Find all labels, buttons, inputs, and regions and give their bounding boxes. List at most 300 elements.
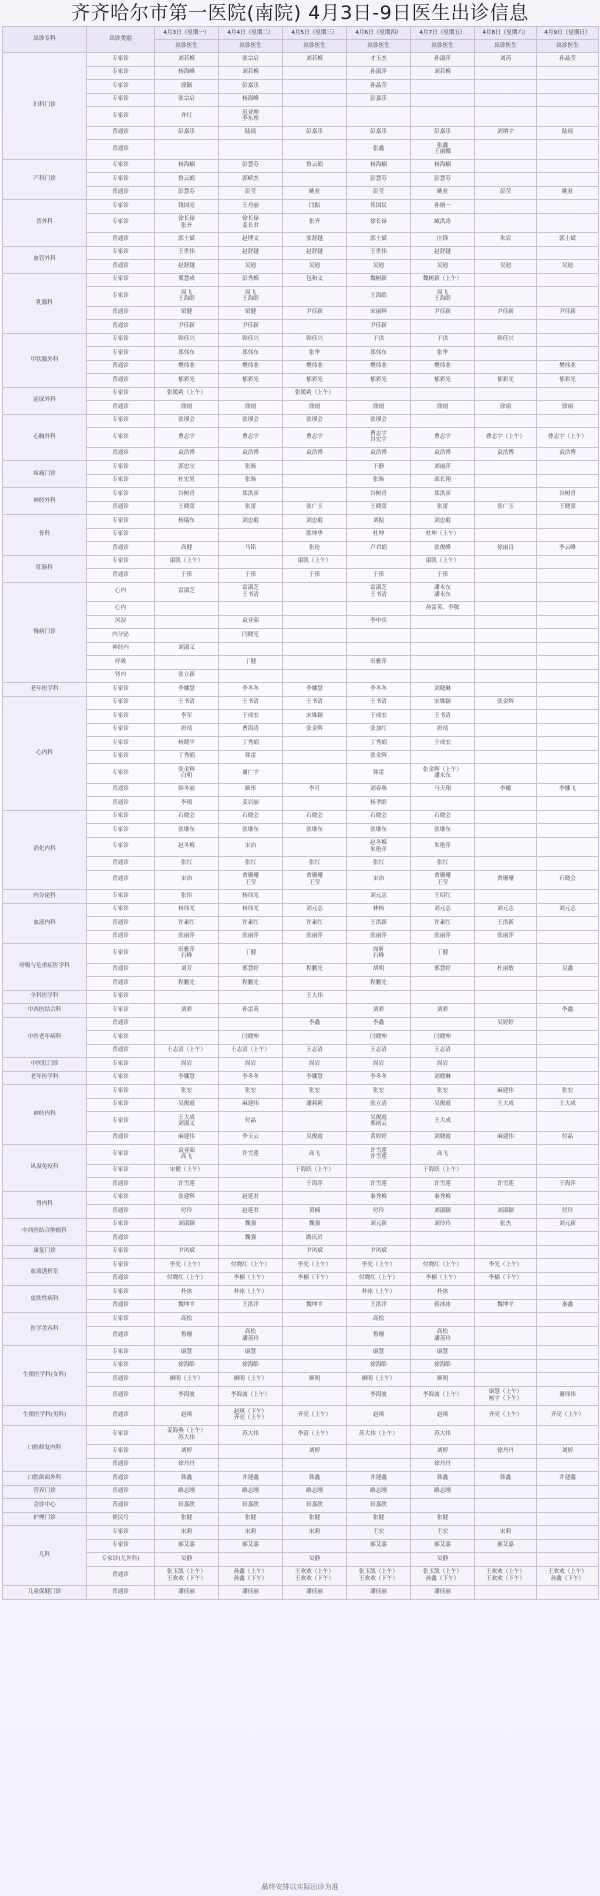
doctor-cell: 朴冰（上午） xyxy=(219,1286,283,1300)
doctor-cell xyxy=(475,857,537,871)
visit-type-cell: 普通诊 xyxy=(87,1586,155,1600)
schedule-row xyxy=(3,1425,599,1445)
doctor-cell: 魏坤平 xyxy=(475,1299,537,1313)
doctor-cell: 徐海皓 xyxy=(219,1359,283,1373)
doctor-cell xyxy=(537,723,599,737)
doctor-cell: 郭士斌 xyxy=(347,233,411,247)
doctor-cell xyxy=(475,320,537,334)
doctor-cell: 张宗启 xyxy=(219,53,283,67)
doctor-cell: 康凯（上午） xyxy=(283,555,347,569)
schedule-row xyxy=(3,200,599,214)
visit-type-cell: 专家诊 xyxy=(87,246,155,260)
doctor-cell: 张宏 xyxy=(155,1085,219,1099)
visit-type-cell: 专家诊 xyxy=(87,723,155,737)
doctor-cell xyxy=(283,750,347,764)
schedule-row xyxy=(3,615,599,629)
doctor-cell xyxy=(475,1359,537,1373)
doctor-cell: 王大成 xyxy=(411,1112,475,1132)
doctor-cell: 周岩 xyxy=(411,1058,475,1072)
doctor-cell: 王洪新 xyxy=(347,917,411,931)
doctor-cell xyxy=(283,474,347,488)
schedule-row xyxy=(3,582,599,602)
doctor-cell xyxy=(283,287,347,307)
doctor-cell: 朴冰 xyxy=(155,1286,219,1300)
doctor-cell: 康慧 xyxy=(347,1346,411,1360)
doctor-cell xyxy=(475,977,537,991)
doctor-cell: 郑伟东 xyxy=(155,347,219,361)
visit-type-cell: 专家诊 xyxy=(87,1098,155,1112)
schedule-row xyxy=(3,1458,599,1472)
doctor-cell: 石晓会 xyxy=(155,810,219,824)
doctor-cell: 吴迪 xyxy=(475,260,537,274)
schedule-row xyxy=(3,1071,599,1085)
doctor-cell: 吴鑫 xyxy=(537,963,599,977)
doctor-cell: 朱岩 xyxy=(475,233,537,247)
doctor-cell: 张伟 xyxy=(155,890,219,904)
schedule-row xyxy=(3,126,599,140)
doctor-cell xyxy=(283,642,347,656)
schedule-row xyxy=(3,233,599,247)
visit-type-cell: 普通诊 xyxy=(87,260,155,274)
doctor-cell: 孙晶莹 xyxy=(347,80,411,94)
doctor-cell: 朴冰（上午） xyxy=(347,1286,411,1300)
schedule-row xyxy=(3,374,599,388)
schedule-row xyxy=(3,1044,599,1058)
doctor-cell: 王晓蕾 xyxy=(155,501,219,515)
doctor-cell: 张旸 xyxy=(347,474,411,488)
doctor-cell: 康慧 xyxy=(155,1346,219,1360)
visit-type-cell: 普通诊 xyxy=(87,930,155,944)
doctor-cell: 许雪莲 xyxy=(475,1178,537,1192)
doctor-cell xyxy=(537,1286,599,1300)
doctor-cell: 潘佳丽 xyxy=(411,1586,475,1600)
doctor-cell xyxy=(537,683,599,697)
doctor-cell: 郁彩光 xyxy=(347,374,411,388)
doctor-cell: 路志刚 xyxy=(283,1485,347,1499)
doctor-cell: 吴迪 xyxy=(347,260,411,274)
doctor-cell: 周飞 王海皓 xyxy=(219,287,283,307)
doctor-cell xyxy=(537,1346,599,1360)
visit-type-cell: 专家诊 xyxy=(87,944,155,964)
doctor-cell: 彭嘉乐 xyxy=(347,126,411,140)
doctor-cell: 王世伟 xyxy=(347,246,411,260)
doctor-cell: 李光（上午） xyxy=(283,1259,347,1273)
doctor-cell: 樊伟业 xyxy=(537,360,599,374)
doctor-cell xyxy=(475,602,537,616)
doctor-cell: 杨伟光 xyxy=(219,890,283,904)
schedule-row xyxy=(3,797,599,811)
schedule-row xyxy=(3,1499,599,1513)
doctor-cell: 邢慧婷 xyxy=(219,963,283,977)
doctor-cell: 张红 xyxy=(219,857,283,871)
doctor-cell: 李光（上午） xyxy=(155,1259,219,1273)
schedule-row xyxy=(3,1272,599,1286)
header-doctor-label: 出诊医生 xyxy=(155,40,219,53)
doctor-cell: 杨孝皓 xyxy=(347,797,411,811)
doctor-cell xyxy=(283,977,347,991)
doctor-cell: 孙晶莹 xyxy=(537,53,599,67)
doctor-cell: 王欢欢（上午） 王欢欢（下午） xyxy=(475,1566,537,1586)
visit-type-cell: 普通诊 xyxy=(87,857,155,871)
doctor-cell xyxy=(475,1004,537,1018)
visit-type-cell: 专家诊 xyxy=(87,764,155,784)
doctor-cell: 张广玉 xyxy=(475,501,537,515)
department-cell: 神经内科 xyxy=(3,1085,87,1145)
doctor-cell: 顾明（上午） xyxy=(347,1373,411,1387)
doctor-cell: 马天翔 xyxy=(411,783,475,797)
doctor-cell: 鲁云娟 xyxy=(283,159,347,173)
doctor-cell: 徐颖 xyxy=(155,80,219,94)
doctor-cell: 张金辉 xyxy=(347,750,411,764)
schedule-row xyxy=(3,474,599,488)
doctor-cell: 吴迪 xyxy=(219,260,283,274)
doctor-cell: 郁彩光 xyxy=(411,374,475,388)
doctor-cell xyxy=(537,1526,599,1540)
header-doctor-label: 出诊医生 xyxy=(283,40,347,53)
doctor-cell: 徐雨 xyxy=(537,401,599,415)
doctor-cell xyxy=(475,1071,537,1085)
doctor-cell: 吴迪 xyxy=(283,260,347,274)
doctor-cell: 张旸 xyxy=(219,474,283,488)
department-cell: 生殖医学科(男科) xyxy=(3,1406,87,1426)
doctor-cell xyxy=(537,1044,599,1058)
visit-type-cell: 普通诊 xyxy=(87,126,155,140)
doctor-cell: 郑洪彦 xyxy=(411,488,475,502)
doctor-cell: 赵延君 xyxy=(219,1191,283,1205)
doctor-cell: 丁健 xyxy=(219,944,283,964)
schedule-row xyxy=(3,140,599,160)
doctor-cell: 许雪莲 xyxy=(347,1178,411,1192)
doctor-cell xyxy=(537,159,599,173)
doctor-cell: 谷树青 xyxy=(347,488,411,502)
schedule-row xyxy=(3,977,599,991)
doctor-cell xyxy=(155,990,219,1004)
doctor-cell: 高松 潘英玲 xyxy=(219,1326,283,1346)
doctor-cell: 刘元志 xyxy=(411,903,475,917)
doctor-cell: 宋姝颖 xyxy=(283,710,347,724)
doctor-cell: 刘振 xyxy=(347,515,411,529)
doctor-cell: 李娜慧 xyxy=(155,683,219,697)
doctor-cell xyxy=(475,1499,537,1513)
doctor-cell xyxy=(475,824,537,838)
doctor-cell: 张继东 xyxy=(155,824,219,838)
schedule-row xyxy=(3,1386,599,1406)
doctor-cell xyxy=(475,555,537,569)
doctor-cell xyxy=(475,414,537,428)
doctor-cell: 刘春燕 xyxy=(347,783,411,797)
doctor-cell xyxy=(475,656,537,670)
doctor-cell: 徐丹丹 xyxy=(411,1458,475,1472)
doctor-cell: 顾彤 xyxy=(219,783,283,797)
doctor-cell: 臧洪涛 xyxy=(411,213,475,233)
doctor-cell: 宋莉 xyxy=(283,1526,347,1540)
doctor-cell: 丁秀娟 xyxy=(219,737,283,751)
doctor-cell xyxy=(537,710,599,724)
doctor-cell: 张继东 xyxy=(411,824,475,838)
doctor-cell: 刘炳宇 xyxy=(475,126,537,140)
schedule-row xyxy=(3,696,599,710)
visit-type-cell: 普通诊 xyxy=(87,1299,155,1313)
visit-type-cell: 专家诊 xyxy=(87,903,155,917)
doctor-cell: 徐雨 xyxy=(283,401,347,415)
doctor-cell xyxy=(475,737,537,751)
doctor-cell: 吴迪 xyxy=(411,260,475,274)
schedule-row xyxy=(3,1346,599,1360)
department-cell: 肾内科 xyxy=(3,1191,87,1218)
doctor-cell: 宋丽辉 xyxy=(347,306,411,320)
visit-type-cell: 普通诊 xyxy=(87,1232,155,1246)
doctor-cell: 杜丽敏 xyxy=(475,963,537,977)
visit-type-cell: 专家诊 xyxy=(87,890,155,904)
doctor-cell: 张金辉（上午） 潘永东 xyxy=(411,764,475,784)
doctor-cell: 徐雨 xyxy=(155,401,219,415)
doctor-cell xyxy=(347,1232,411,1246)
doctor-cell xyxy=(411,669,475,683)
doctor-cell: 王丹丽 xyxy=(219,200,283,214)
doctor-cell: 卢君娟 xyxy=(347,542,411,556)
doctor-cell: 王晓蕾 xyxy=(347,501,411,515)
doctor-cell xyxy=(283,1539,347,1553)
doctor-cell: 宋莉 xyxy=(475,1526,537,1540)
doctor-cell: 郁彩光 xyxy=(475,374,537,388)
schedule-row xyxy=(3,1191,599,1205)
doctor-cell xyxy=(537,80,599,94)
schedule-row xyxy=(3,260,599,274)
doctor-cell: 潘佳丽 xyxy=(219,1586,283,1600)
doctor-cell: 潘永东 潘永东 xyxy=(411,582,475,602)
doctor-cell: 赵舒越 xyxy=(283,246,347,260)
doctor-cell xyxy=(537,810,599,824)
doctor-cell: 张继东 xyxy=(283,824,347,838)
doctor-cell: 曹志宇（上午） xyxy=(475,428,537,448)
doctor-cell xyxy=(537,824,599,838)
doctor-cell: 李冬冬 xyxy=(347,1071,411,1085)
doctor-cell: 康凯（上午） xyxy=(155,555,219,569)
doctor-cell xyxy=(475,1164,537,1178)
visit-type-cell: 专家诊 xyxy=(87,1058,155,1072)
doctor-cell: 闫晓光 xyxy=(219,629,283,643)
doctor-cell: 刘忠毅 xyxy=(283,515,347,529)
doctor-cell: 魏强 xyxy=(283,1218,347,1232)
doctor-cell: 张宏 xyxy=(283,1085,347,1099)
doctor-cell: 王书清 xyxy=(347,696,411,710)
doctor-cell: 杨瑞东 xyxy=(155,515,219,529)
doctor-cell: 付晓红（上午） xyxy=(155,1272,219,1286)
doctor-cell: 袁浩博 xyxy=(475,447,537,461)
doctor-cell: 樊伟业 xyxy=(347,360,411,374)
doctor-cell xyxy=(283,461,347,475)
doctor-cell: 蒋冰冰 xyxy=(411,1299,475,1313)
doctor-cell: 谢伟伟 xyxy=(537,1386,599,1406)
doctor-cell: 李娜 xyxy=(475,783,537,797)
doctor-cell: 郑伟东 xyxy=(219,347,283,361)
doctor-cell: 齐红 xyxy=(155,107,219,127)
header-doctor-label: 出诊医生 xyxy=(537,40,599,53)
schedule-row xyxy=(3,1373,599,1387)
doctor-cell: 林杨 xyxy=(347,903,411,917)
doctor-cell: 刘玲玲 xyxy=(411,1218,475,1232)
visit-type-cell: 专家诊 xyxy=(87,1259,155,1273)
doctor-cell xyxy=(537,615,599,629)
doctor-cell: 张玉凯（上午） 王欢欢（下午） xyxy=(155,1566,219,1586)
doctor-cell: 李娜慧 xyxy=(283,683,347,697)
doctor-cell: 姚业 xyxy=(411,186,475,200)
doctor-cell xyxy=(155,602,219,616)
visit-type-cell: 普通诊 xyxy=(87,233,155,247)
doctor-cell: 张瑾会 xyxy=(155,414,219,428)
doctor-cell: 齐亮（上午） xyxy=(283,1406,347,1426)
doctor-cell xyxy=(537,656,599,670)
doctor-cell: 张金辉 xyxy=(475,696,537,710)
doctor-cell xyxy=(537,66,599,80)
doctor-cell: 谢广宇 xyxy=(219,764,283,784)
doctor-cell xyxy=(411,797,475,811)
schedule-row xyxy=(3,1232,599,1246)
doctor-cell xyxy=(347,387,411,401)
doctor-cell: 刘晓琳 xyxy=(411,1071,475,1085)
visit-type-cell: 普通诊 xyxy=(87,1044,155,1058)
schedule-row xyxy=(3,642,599,656)
doctor-cell: 徐海皓 xyxy=(347,1359,411,1373)
doctor-cell: 杨晓平 xyxy=(155,737,219,751)
doctor-cell xyxy=(155,615,219,629)
doctor-cell: 韩佳兴 xyxy=(155,333,219,347)
doctor-cell: 宋治 xyxy=(155,870,219,890)
doctor-cell: 王志清（上午） xyxy=(219,1044,283,1058)
doctor-cell xyxy=(475,1373,537,1387)
doctor-cell: 郭士斌 xyxy=(155,233,219,247)
doctor-cell: 尹佳新 xyxy=(411,306,475,320)
doctor-cell: 王志清 xyxy=(283,1044,347,1058)
doctor-cell: 付晓红（上午） xyxy=(411,1259,475,1273)
doctor-cell xyxy=(347,1164,411,1178)
doctor-cell: 杨海楠 xyxy=(155,159,219,173)
doctor-cell: 迟亚坤 李东彤 xyxy=(219,107,283,127)
doctor-cell xyxy=(411,1232,475,1246)
doctor-cell: 贾珊珊 王莹 xyxy=(411,870,475,890)
doctor-cell: 麻建伟 xyxy=(475,1085,537,1099)
doctor-cell: 郭士斌 xyxy=(537,233,599,247)
doctor-cell xyxy=(475,810,537,824)
doctor-cell: 吴俊霞 xyxy=(411,1098,475,1112)
doctor-cell: 李云峰 xyxy=(537,542,599,556)
doctor-cell: 刘元志 xyxy=(475,903,537,917)
doctor-cell: 张红 xyxy=(283,857,347,871)
schedule-row xyxy=(3,1313,599,1327)
doctor-cell: 赵舒越 xyxy=(155,260,219,274)
doctor-cell: 袁浩博 xyxy=(411,447,475,461)
doctor-cell xyxy=(537,857,599,871)
visit-type-cell: 专家诊 xyxy=(87,287,155,307)
doctor-cell: 彭嘉乐 xyxy=(347,93,411,107)
doctor-cell: 杨海楠 xyxy=(411,159,475,173)
visit-type-cell: 专家诊 xyxy=(87,1313,155,1327)
doctor-cell: 李楠（下午） xyxy=(475,1272,537,1286)
header-doctor-label: 出诊医生 xyxy=(411,40,475,53)
doctor-cell: 刘元志 xyxy=(347,890,411,904)
doctor-cell: 郁彩光 xyxy=(537,374,599,388)
doctor-cell: 孙雷英、李敬 xyxy=(411,602,475,616)
doctor-cell: 于彤 xyxy=(219,569,283,583)
doctor-cell: 黄婷婷 xyxy=(347,1131,411,1145)
doctor-cell: 才玉杰 xyxy=(347,53,411,67)
schedule-row xyxy=(3,903,599,917)
schedule-row xyxy=(3,320,599,334)
schedule-row xyxy=(3,80,599,94)
schedule-row xyxy=(3,1259,599,1273)
doctor-cell xyxy=(283,1004,347,1018)
doctor-cell: 姚业 xyxy=(283,186,347,200)
doctor-cell xyxy=(475,837,537,857)
doctor-cell xyxy=(537,1017,599,1031)
schedule-row xyxy=(3,461,599,475)
doctor-cell: 刘忠毅 xyxy=(219,515,283,529)
doctor-cell: 雷淑芝 王书清 xyxy=(219,582,283,602)
doctor-cell xyxy=(537,1272,599,1286)
doctor-cell: 郝艾嘉 xyxy=(475,1539,537,1553)
doctor-cell xyxy=(411,80,475,94)
doctor-cell: 彭莹 xyxy=(219,186,283,200)
doctor-cell: 徐丹丹 xyxy=(155,1458,219,1472)
department-cell: 疼痛门诊 xyxy=(3,461,87,488)
schedule-row xyxy=(3,555,599,569)
doctor-cell: 王志清（上午） xyxy=(155,1044,219,1058)
doctor-cell xyxy=(475,273,537,287)
doctor-cell: 彭嘉乐 xyxy=(283,126,347,140)
visit-type-cell: 专家诊 xyxy=(87,990,155,1004)
doctor-cell: 刘婷 xyxy=(537,1445,599,1459)
doctor-cell: 周昕 石峰 xyxy=(347,944,411,964)
doctor-cell xyxy=(475,474,537,488)
doctor-cell: 徐雨 xyxy=(219,401,283,415)
schedule-row xyxy=(3,764,599,784)
visit-type-cell: 普通诊 xyxy=(87,140,155,160)
doctor-cell xyxy=(283,1031,347,1045)
doctor-cell xyxy=(155,1017,219,1031)
doctor-cell: 王洪洋 xyxy=(347,1299,411,1313)
schedule-row xyxy=(3,810,599,824)
doctor-cell xyxy=(347,669,411,683)
doctor-cell: 宋莉 xyxy=(219,1526,283,1540)
doctor-cell: 吴俊霞 xyxy=(283,1131,347,1145)
doctor-cell xyxy=(411,387,475,401)
doctor-cell: 付晶 xyxy=(219,1112,283,1132)
doctor-cell: 刘婷 xyxy=(283,1445,347,1459)
doctor-cell: 石晓会 xyxy=(411,810,475,824)
doctor-cell xyxy=(537,246,599,260)
doctor-cell: 樊伟业 xyxy=(219,360,283,374)
doctor-cell: 王宏 xyxy=(411,1526,475,1540)
doctor-cell: 于成宏 xyxy=(411,737,475,751)
visit-type-cell: 专家诊 xyxy=(87,1445,155,1459)
doctor-cell: 张丽萍 xyxy=(283,930,347,944)
doctor-cell: 周岩 xyxy=(155,1058,219,1072)
doctor-cell xyxy=(475,1346,537,1360)
doctor-cell xyxy=(347,107,411,127)
doctor-cell: 石晓会 xyxy=(347,810,411,824)
doctor-cell xyxy=(411,977,475,991)
doctor-cell xyxy=(475,159,537,173)
schedule-row xyxy=(3,173,599,187)
doctor-cell: 梁健 xyxy=(219,306,283,320)
doctor-cell xyxy=(475,569,537,583)
department-cell: 甲状腺外科 xyxy=(3,333,87,387)
doctor-cell xyxy=(537,1164,599,1178)
doctor-cell: 赵舒越 xyxy=(219,246,283,260)
doctor-cell: 张立清 xyxy=(347,1098,411,1112)
doctor-cell: 刘若梅 xyxy=(411,66,475,80)
doctor-cell: 王大成 刘淑义 xyxy=(155,1112,219,1132)
